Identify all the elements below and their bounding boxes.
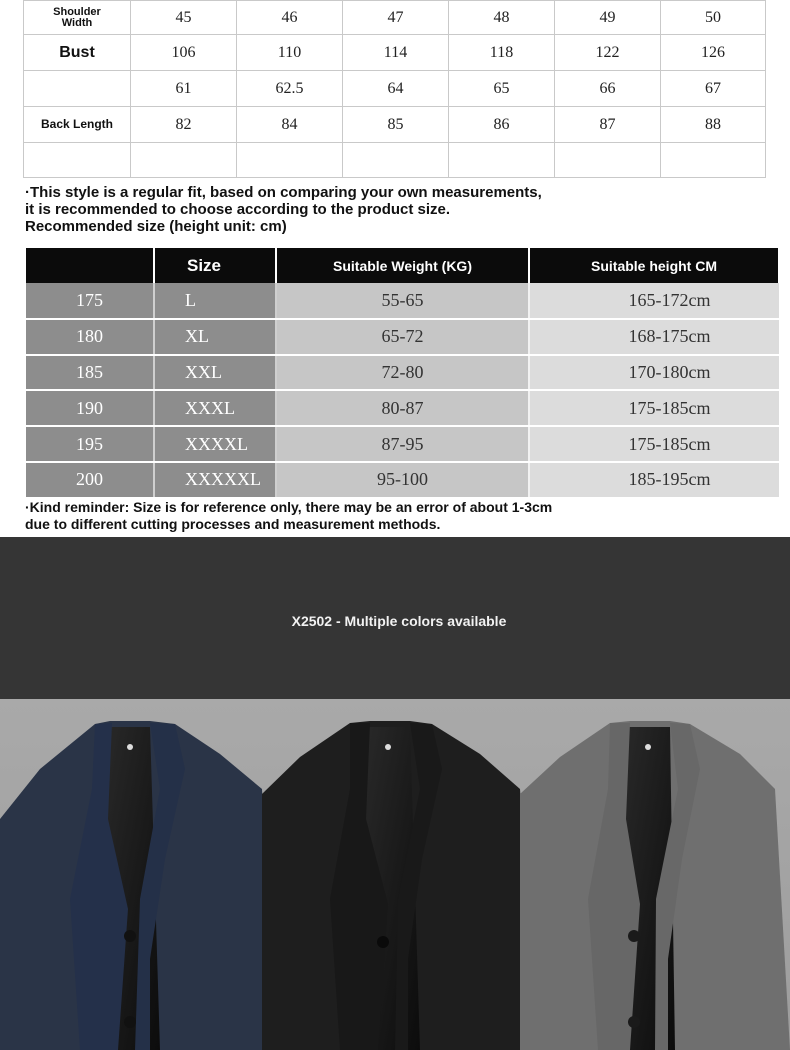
size-cell: XXXXL <box>154 426 276 462</box>
size-cell: XXXL <box>154 390 276 426</box>
measurement-cell: 87 <box>555 107 661 143</box>
measurement-cell: 88 <box>661 107 766 143</box>
reminder-note <box>25 499 745 533</box>
measurement-cell: 122 <box>555 35 661 71</box>
measurement-cell: 49 <box>555 1 661 35</box>
coat-button <box>628 1016 640 1028</box>
measurement-cell: 85 <box>343 107 449 143</box>
weight-cell: 95-100 <box>276 462 529 498</box>
weight-cell: 72-80 <box>276 355 529 391</box>
height-range-cell: 170-180cm <box>529 355 779 391</box>
measurement-cell: 47 <box>343 1 449 35</box>
row-label-shoulder-width: Shoulder Width <box>24 1 131 35</box>
height-cell: 200 <box>26 462 154 498</box>
height-range-cell: 175-185cm <box>529 426 779 462</box>
measurement-row-sleeve <box>24 71 766 107</box>
measurement-cell: 86 <box>449 107 555 143</box>
height-cell: 180 <box>26 319 154 355</box>
measurement-cell <box>449 143 555 178</box>
height-cell: 185 <box>26 355 154 391</box>
coat-button <box>377 936 389 948</box>
header-weight: Suitable Weight (KG) <box>276 248 529 283</box>
measurement-cell: 126 <box>661 35 766 71</box>
measurement-row-empty <box>24 143 766 178</box>
measurement-cell: 50 <box>661 1 766 35</box>
measurement-cell: 66 <box>555 71 661 107</box>
weight-cell: 87-95 <box>276 426 529 462</box>
weight-cell: 55-65 <box>276 283 529 319</box>
weight-cell: 80-87 <box>276 390 529 426</box>
size-guide-row <box>26 283 779 319</box>
measurement-cell: 67 <box>661 71 766 107</box>
reminder-note-line: ·Kind reminder: Size is for reference only, there may be an error of about 1-3cm <box>25 499 553 515</box>
measurement-cell <box>131 143 237 178</box>
measurement-table <box>23 0 766 178</box>
fit-note <box>25 184 745 235</box>
recommended-size-heading: Recommended size (height unit: cm) <box>25 218 287 235</box>
row-label-blank <box>24 71 131 107</box>
measurement-cell: 118 <box>449 35 555 71</box>
size-guide-row <box>26 426 779 462</box>
banner-text: X2502 - Multiple colors available <box>291 613 507 629</box>
measurement-cell: 82 <box>131 107 237 143</box>
measurement-cell: 45 <box>131 1 237 35</box>
product-photo <box>0 699 790 1050</box>
measurement-row-bust <box>24 35 766 71</box>
size-cell: L <box>154 283 276 319</box>
size-cell: XL <box>154 319 276 355</box>
measurement-cell <box>24 143 131 178</box>
measurement-cell: 64 <box>343 71 449 107</box>
coats-illustration <box>0 699 790 1050</box>
size-guide-row <box>26 355 779 391</box>
height-cell: 175 <box>26 283 154 319</box>
height-cell: 195 <box>26 426 154 462</box>
measurement-row-back-length <box>24 107 766 143</box>
reminder-note-line: due to different cutting processes and measurement methods. <box>25 516 441 532</box>
height-range-cell: 185-195cm <box>529 462 779 498</box>
measurement-cell <box>555 143 661 178</box>
header-size: Size <box>154 248 276 283</box>
header-height-range: Suitable height CM <box>529 248 779 283</box>
fit-note-line: it is recommended to choose according to the product size. <box>25 201 451 218</box>
fit-note-line: ·This style is a regular fit, based on comparing your own measurements, <box>25 184 542 201</box>
measurement-cell <box>237 143 343 178</box>
measurement-cell: 62.5 <box>237 71 343 107</box>
coat-navy <box>0 721 275 1050</box>
size-guide-table <box>26 248 780 499</box>
size-guide-row <box>26 390 779 426</box>
measurement-cell: 84 <box>237 107 343 143</box>
coat-grey <box>520 721 790 1050</box>
size-cell: XXXXXL <box>154 462 276 498</box>
height-range-cell: 175-185cm <box>529 390 779 426</box>
coat-black <box>262 721 535 1050</box>
measurement-cell: 46 <box>237 1 343 35</box>
size-cell: XXL <box>154 355 276 391</box>
coat-button <box>124 1016 136 1028</box>
size-guide-row <box>26 462 779 498</box>
measurement-cell: 110 <box>237 35 343 71</box>
coat-button <box>124 930 136 942</box>
colors-banner <box>0 537 790 699</box>
size-guide-row <box>26 319 779 355</box>
measurement-row-shoulder <box>24 1 766 35</box>
height-range-cell: 165-172cm <box>529 283 779 319</box>
measurement-cell: 114 <box>343 35 449 71</box>
measurement-cell: 106 <box>131 35 237 71</box>
height-range-cell: 168-175cm <box>529 319 779 355</box>
measurement-cell: 61 <box>131 71 237 107</box>
row-label-bust: Bust <box>24 35 131 71</box>
size-guide-header-row <box>26 248 779 283</box>
measurement-cell: 65 <box>449 71 555 107</box>
measurement-cell <box>343 143 449 178</box>
coat-button <box>628 930 640 942</box>
row-label-back-length: Back Length <box>24 107 131 143</box>
weight-cell: 65-72 <box>276 319 529 355</box>
measurement-cell <box>661 143 766 178</box>
measurement-cell: 48 <box>449 1 555 35</box>
height-cell: 190 <box>26 390 154 426</box>
header-height <box>26 248 154 283</box>
